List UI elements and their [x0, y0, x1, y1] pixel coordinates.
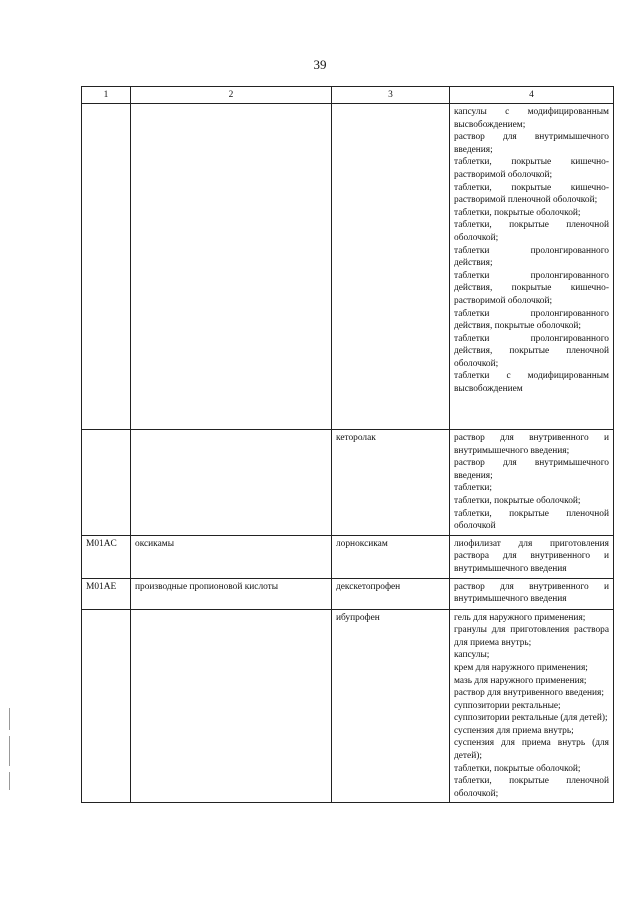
dosage-form-item: таблетки, покрытые кишечно-растворимой пленочной оболочкой; [454, 182, 609, 206]
dosage-forms-cell [450, 430, 614, 536]
header-col-3: 3 [332, 87, 450, 104]
page-number: 39 [313, 57, 327, 72]
dosage-form-item: суспензия для приема внутрь; [454, 725, 574, 736]
dosage-form-item: таблетки, покрытые оболочкой; [454, 763, 581, 774]
dosage-forms-cell [450, 609, 614, 803]
group-name-cell: производные пропионовой кислоты [131, 578, 332, 609]
dosage-form-item: крем для наружного применения; [454, 662, 588, 673]
atc-code-cell [82, 104, 131, 430]
dosage-form-item: таблетки, покрытые пленочной оболочкой; [454, 220, 609, 243]
dosage-form-item: таблетки с модифицированным высвобождением [454, 371, 609, 395]
dosage-form-item: раствор для внутривенного введения; [454, 688, 604, 699]
drug-name-cell: ибупрофен [332, 609, 450, 803]
drug-name-cell: лорноксикам [332, 535, 450, 578]
dosage-forms-cell [450, 535, 614, 578]
dosage-form-item: гранулы для приготовления раствора для приема внутрь; [454, 625, 609, 648]
header-col-1: 1 [82, 87, 131, 104]
dosage-form-item: раствор для внутримышечного введения; [454, 458, 609, 481]
dosage-form-item: раствор для внутривенного и внутримышечного введения [454, 581, 609, 605]
dosage-form-item: таблетки пролонгированного действия, покрытые пленочной оболочкой; [454, 333, 609, 369]
dosage-form-item: таблетки пролонгированного действия, покрытые оболочкой; [454, 308, 609, 332]
drug-name-cell: кеторолак [332, 430, 450, 536]
dosage-form-item: таблетки пролонгированного действия, покрытые кишечно-растворимой оболочкой; [454, 270, 609, 306]
atc-code-cell: M01AC [82, 535, 131, 578]
group-name-cell [131, 104, 332, 430]
dosage-forms-cell [450, 578, 614, 609]
atc-code-cell [82, 430, 131, 536]
scan-margin-marks [9, 708, 11, 796]
dosage-form-item: таблетки, покрытые оболочкой; [454, 207, 581, 218]
dosage-form-item: суппозитории ректальные; [454, 700, 561, 711]
table-row [82, 430, 614, 536]
table-row [82, 609, 614, 803]
table-row [82, 104, 614, 430]
dosage-form-item: гель для наружного применения; [454, 612, 586, 623]
drug-table [81, 86, 614, 803]
dosage-forms-cell [450, 104, 614, 430]
table-row [82, 578, 614, 609]
header-row [82, 87, 614, 104]
table-row [82, 535, 614, 578]
dosage-form-item: мазь для наружного применения; [454, 675, 587, 686]
drug-name-cell: декскетопрофен [332, 578, 450, 609]
dosage-form-item: таблетки, покрытые пленочной оболочкой [454, 508, 609, 532]
dosage-form-item: таблетки пролонгированного действия; [454, 245, 609, 269]
group-name-cell: оксикамы [131, 535, 332, 578]
header-col-2: 2 [131, 87, 332, 104]
atc-code-cell: M01AE [82, 578, 131, 609]
dosage-form-item: таблетки, покрытые пленочной оболочкой; [454, 776, 609, 799]
dosage-form-item: раствор для внутривенного и внутримышечного введения; [454, 433, 609, 456]
dosage-form-item: таблетки, покрытые оболочкой; [454, 495, 581, 506]
dosage-form-item: таблетки, покрытые кишечно-растворимой оболочкой; [454, 157, 609, 180]
dosage-form-item: суппозитории ректальные (для детей); [454, 713, 608, 724]
atc-code-cell [82, 609, 131, 803]
dosage-form-item: суспензия для приема внутрь (для детей); [454, 738, 609, 762]
dosage-form-item: раствор для внутримышечного введения; [454, 132, 609, 155]
drug-name-cell [332, 104, 450, 430]
dosage-form-item: капсулы; [454, 650, 490, 661]
group-name-cell [131, 430, 332, 536]
header-col-4: 4 [450, 87, 614, 104]
dosage-form-item: таблетки; [454, 483, 493, 494]
dosage-form-item: лиофилизат для приготовления раствора для внутривенного и внутримышечного введения [454, 538, 609, 574]
group-name-cell [131, 609, 332, 803]
dosage-form-item: капсулы с модифицированным высвобождением; [454, 107, 609, 130]
